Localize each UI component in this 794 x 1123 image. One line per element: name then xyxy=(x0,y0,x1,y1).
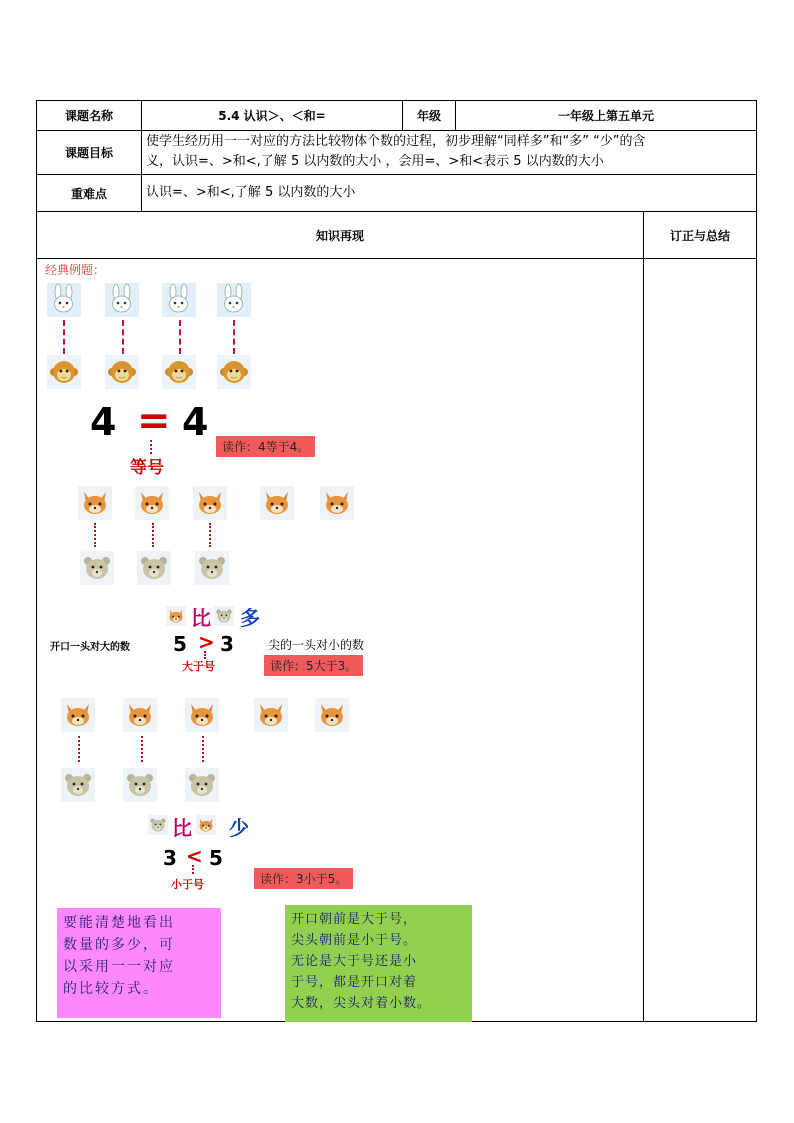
eq3-sign-name: 小于号 xyxy=(171,878,204,891)
bear-icon xyxy=(185,768,219,802)
compare1-bi: 比 xyxy=(191,606,211,630)
eq3-right-number: 5 xyxy=(209,846,223,870)
eq2-reading: 读作：5大于3。 xyxy=(264,655,363,676)
match-line xyxy=(63,320,65,354)
compare1-word: 多 xyxy=(240,606,260,630)
eq2-sign: > xyxy=(198,630,215,654)
fox-icon xyxy=(320,486,354,520)
match-line xyxy=(78,736,80,762)
knowledge-column-header: 知识再现 xyxy=(315,228,364,243)
eq2-right-note: 尖的一头对小的数 xyxy=(268,638,365,652)
eq3-sign: < xyxy=(186,844,203,868)
monkey-icon xyxy=(217,355,251,389)
goal-label: 课题目标 xyxy=(64,146,113,160)
eq1-sign-name: 等号 xyxy=(130,458,164,478)
eq1-sign: = xyxy=(137,398,171,444)
eq2-left-note: 开口一头对大的数 xyxy=(50,642,130,653)
eq2-sign-name: 大于号 xyxy=(182,660,215,673)
eq1-left-number: 4 xyxy=(90,400,117,444)
bear-icon xyxy=(123,768,157,802)
bear-icon xyxy=(148,815,168,835)
table-border-right xyxy=(756,100,757,1022)
key-label: 重难点 xyxy=(70,186,107,201)
rabbit-icon xyxy=(105,283,139,317)
monkey-icon xyxy=(47,355,81,389)
bear-icon xyxy=(61,768,95,802)
pink-note-line: 要能清楚地看出 xyxy=(63,915,175,931)
compare2-bi: 比 xyxy=(172,816,192,840)
fox-icon xyxy=(193,486,227,520)
grade-value: 一年级上第五单元 xyxy=(557,109,654,123)
match-line xyxy=(141,736,143,762)
match-line xyxy=(233,320,235,354)
correction-column-header: 订正与总结 xyxy=(669,228,730,243)
rabbit-icon xyxy=(47,283,81,317)
green-note-line: 无论是大于号还是小 xyxy=(291,954,418,969)
match-line xyxy=(209,523,211,547)
green-note xyxy=(285,905,472,1022)
fox-icon xyxy=(61,698,95,732)
match-line xyxy=(94,523,96,547)
green-note-line: 开口朝前是大于号， xyxy=(291,912,418,927)
monkey-icon xyxy=(105,355,139,389)
table-line xyxy=(36,130,757,131)
fox-icon xyxy=(185,698,219,732)
rabbit-icon xyxy=(162,283,196,317)
fox-icon xyxy=(196,815,216,835)
example-title: 经典例题： xyxy=(45,263,106,277)
sign-pointer xyxy=(150,440,152,454)
table-line xyxy=(36,258,757,259)
fox-icon xyxy=(254,698,288,732)
fox-icon xyxy=(315,698,349,732)
match-line xyxy=(179,320,181,354)
sign-pointer xyxy=(192,865,194,874)
bear-icon xyxy=(80,551,114,585)
eq1-right-number: 4 xyxy=(182,400,209,444)
pink-note xyxy=(57,908,221,1018)
fox-icon xyxy=(78,486,112,520)
match-line xyxy=(152,523,154,547)
match-line xyxy=(122,320,124,354)
fox-icon xyxy=(260,486,294,520)
green-note-line: 大数，尖头对着小数。 xyxy=(291,996,432,1011)
compare2-word: 少 xyxy=(229,816,249,840)
table-line xyxy=(36,174,757,175)
green-note-line: 于号，都是开口对着 xyxy=(291,975,418,990)
eq3-left-number: 3 xyxy=(163,846,177,870)
eq2-left-number: 5 xyxy=(173,632,187,656)
monkey-icon xyxy=(162,355,196,389)
topic-label: 课题名称 xyxy=(64,109,113,123)
key-value: 认识=、>和<,了解 5 以内数的大小 xyxy=(146,185,356,200)
goal-line-2: 义，认识=、>和<,了解 5 以内数的大小 ，会用=、>和<表示 5 以内数的大小 xyxy=(146,154,604,169)
pink-note-line: 以采用一一对应 xyxy=(63,959,175,975)
grade-label: 年级 xyxy=(416,109,441,123)
fox-icon xyxy=(123,698,157,732)
match-line xyxy=(202,736,204,762)
fox-icon xyxy=(166,606,186,626)
rabbit-icon xyxy=(217,283,251,317)
table-line xyxy=(643,211,644,1022)
bear-icon xyxy=(214,606,234,626)
topic-value: 5.4 认识＞、＜和= xyxy=(218,109,326,123)
eq2-right-number: 3 xyxy=(220,632,234,656)
goal-line-1: 使学生经历用一一对应的方法比较物体个数的过程，初步理解“同样多”和“多” “少”的含 xyxy=(146,134,646,149)
pink-note-line: 数量的多少，可 xyxy=(63,937,175,953)
green-note-line: 尖头朝前是小于号。 xyxy=(291,933,418,948)
fox-icon xyxy=(135,486,169,520)
eq1-reading: 读作：4等于4。 xyxy=(216,436,315,457)
pink-note-line: 的比较方式。 xyxy=(63,981,159,997)
bear-icon xyxy=(137,551,171,585)
bear-icon xyxy=(195,551,229,585)
eq3-reading: 读作：3小于5。 xyxy=(254,868,353,889)
